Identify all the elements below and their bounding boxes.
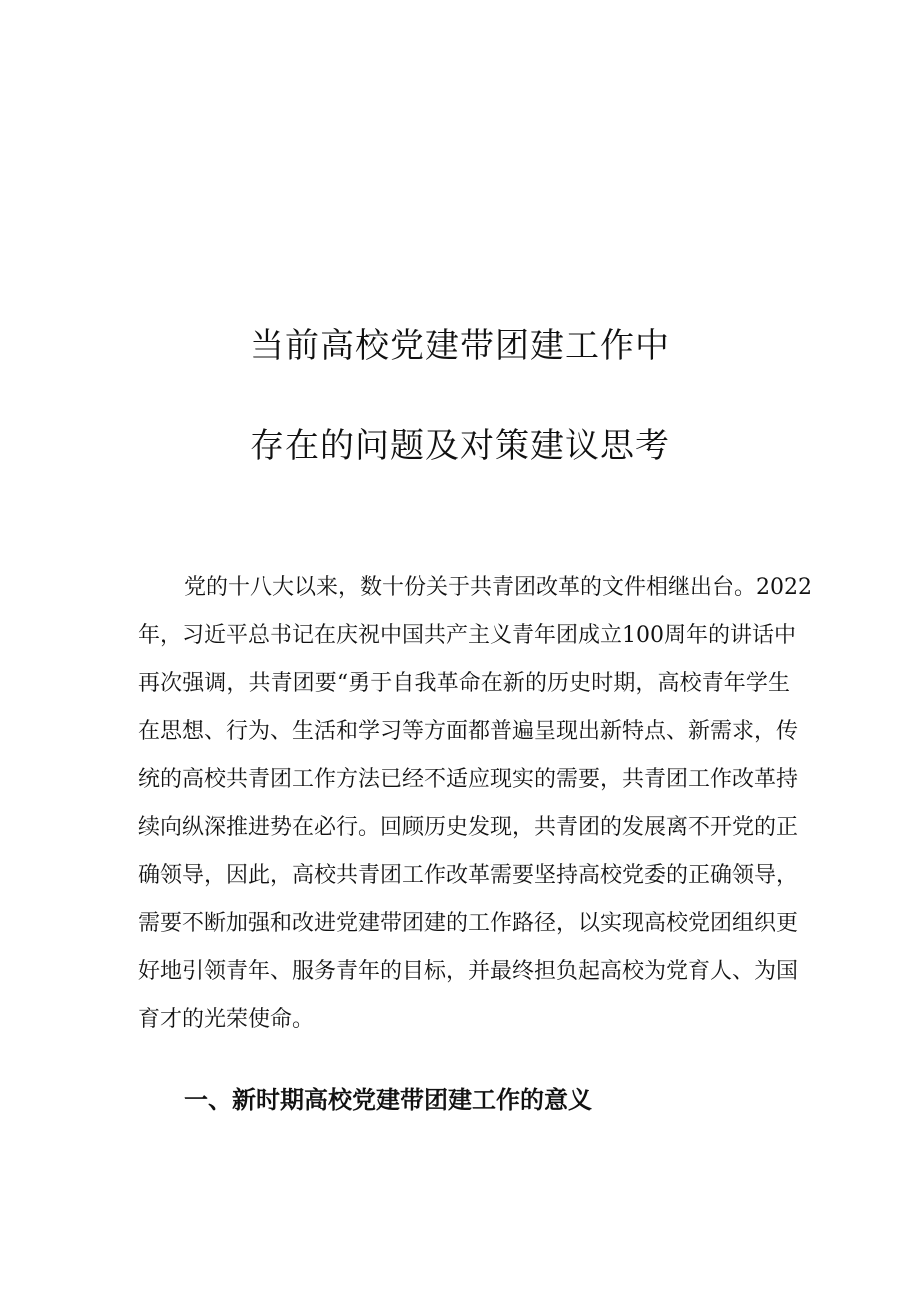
paragraph-line: 在思想、行为、生活和学习等方面都普遍呈现出新特点、新需求，传 bbox=[138, 719, 799, 744]
paragraph-line: 好地引领青年、服务青年的目标，并最终担负起高校为党育人、为国 bbox=[138, 959, 799, 984]
document-title-line-2: 存在的问题及对策建议思考 bbox=[250, 426, 670, 466]
section-heading: 一、新时期高校党建带团建工作的意义 bbox=[184, 1086, 592, 1114]
paragraph-line: 年，习近平总书记在庆祝中国共产主义青年团成立100周年的讲话中 bbox=[138, 623, 796, 648]
paragraph-line: 需要不断加强和改进党建带团建的工作路径，以实现高校党团组织更 bbox=[138, 911, 799, 936]
paragraph-line: 党的十八大以来，数十份关于共青团改革的文件相继出台。2022 bbox=[184, 575, 812, 600]
paragraph-line: 确领导，因此，高校共青团工作改革需要坚持高校党委的正确领导， bbox=[138, 863, 799, 888]
paragraph-line: 统的高校共青团工作方法已经不适应现实的需要，共青团工作改革持 bbox=[138, 767, 799, 792]
document-title-line-1: 当前高校党建带团建工作中 bbox=[250, 326, 670, 366]
paragraph-line: 育才的光荣使命。 bbox=[138, 1007, 315, 1032]
paragraph-line: 续向纵深推进势在必行。回顾历史发现，共青团的发展离不开党的正 bbox=[138, 815, 799, 840]
paragraph-line: 再次强调，共青团要“勇于自我革命在新的历史时期，高校青年学生 bbox=[138, 671, 790, 696]
